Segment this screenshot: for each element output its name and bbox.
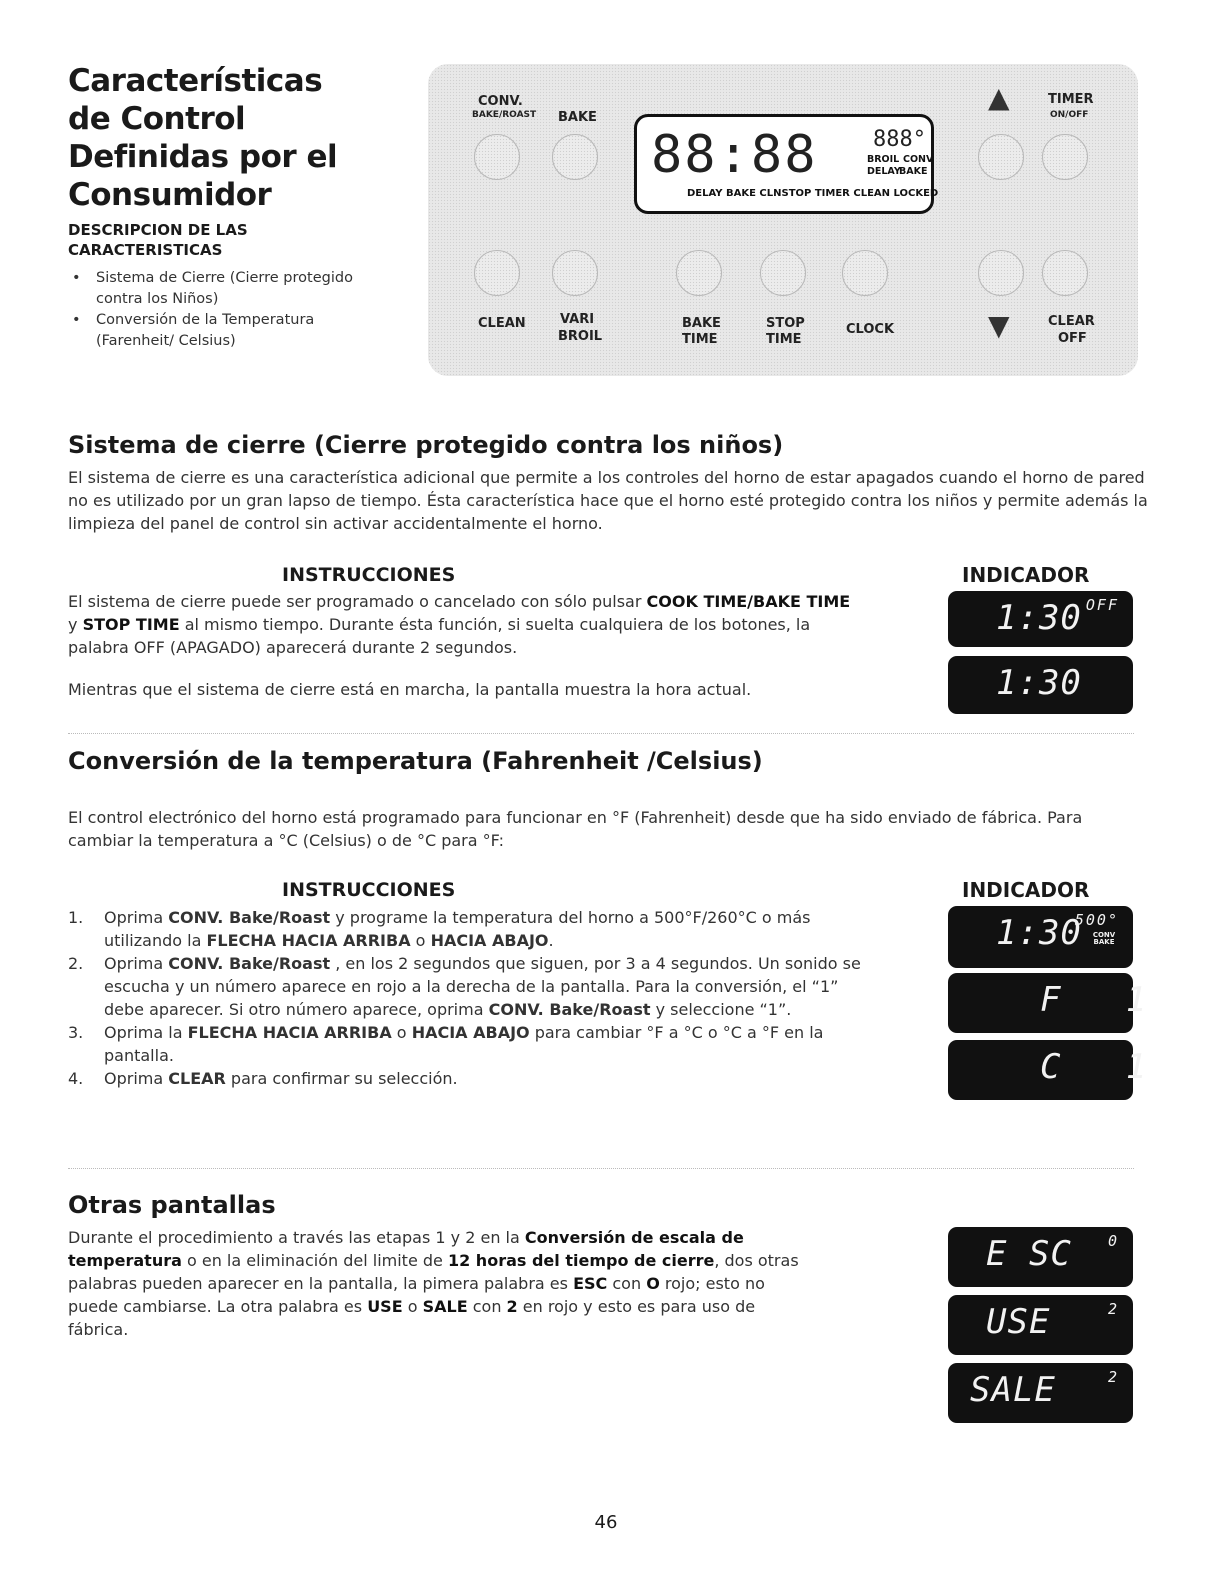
bake-time-button — [676, 250, 722, 296]
list-item: • Conversión de la Temperatura (Farenheit/ Celsius) — [68, 310, 368, 352]
lock-indicator-heading: INDICADOR — [962, 563, 1090, 587]
lcd-temp-digits: 888° — [873, 127, 926, 152]
temp-steps — [68, 906, 868, 1090]
panel-label-off: OFF — [1058, 331, 1087, 346]
panel-label-on-off: ON/OFF — [1050, 110, 1089, 120]
text-run: en rojo y esto es para uso de fábrica. — [68, 1297, 756, 1339]
panel-label-stop-time-2: TIME — [766, 332, 802, 347]
panel-label-clock: CLOCK — [846, 322, 895, 337]
panel-label-bake-time-2: TIME — [682, 332, 718, 347]
lock-instructions-heading: INSTRUCCIONES — [282, 564, 456, 586]
display-main: 1:30 — [996, 598, 1082, 638]
divider — [68, 733, 1134, 734]
text-run: o — [402, 1297, 423, 1316]
clean-button — [474, 250, 520, 296]
display-main: F 1 — [1040, 980, 1148, 1020]
display-main: SALE — [970, 1370, 1056, 1410]
section-heading-temp: Conversión de la temperatura (Fahrenheit /Celsius) — [68, 747, 763, 775]
text-run: y — [68, 615, 83, 634]
text-run: o — [410, 931, 431, 950]
text-run-bold: CONV. Bake/Roast — [488, 1000, 651, 1019]
lock-instructions-p2: Mientras que el sistema de cierre está en marcha, la pantalla muestra la hora actual. — [68, 680, 752, 699]
text-run: con — [467, 1297, 507, 1316]
panel-label-stop-time-1: STOP — [766, 316, 805, 331]
oven-display-sale — [948, 1363, 1133, 1423]
text-run-bold: CONV. Bake/Roast — [168, 954, 331, 973]
text-run-bold: CLEAR — [168, 1069, 226, 1088]
text-run: Durante el procedimiento a través las etapas 1 y 2 en la — [68, 1228, 525, 1247]
text-run: Oprima — [104, 954, 169, 973]
display-sup: 500° — [1074, 911, 1119, 929]
panel-label-vari: VARI — [560, 312, 595, 327]
lock-intro: El sistema de cierre es una característica adicional que permite a los controles del horno de estar apagados cuando el horno de pared no es utilizado por un gran lapso de tiempo. Ésta característica hace que el horno esté protegido contra los niños y permite además la limpieza del panel de control sin activar accidentalmente el horno. — [68, 468, 1148, 533]
section-heading-other: Otras pantallas — [68, 1191, 276, 1219]
oven-display-lock-time — [948, 656, 1133, 714]
oven-display-temp-c — [948, 1040, 1148, 1100]
features-subheading: DESCRIPCION DE LAS CARACTERISTICAS — [68, 221, 248, 259]
panel-lcd — [634, 114, 939, 214]
display-sub: CONV BAKE — [1092, 931, 1116, 946]
page-number: 46 — [594, 1512, 618, 1533]
text-run-bold: HACIA ABAJO — [411, 1023, 530, 1042]
lcd-delay: DELAY — [867, 166, 901, 177]
features-list — [68, 268, 368, 352]
text-run-bold: SALE — [422, 1297, 468, 1316]
temp-intro: El control electrónico del horno está programado para funcionar en °F (Fahrenheit) desde que ha sido enviado de fábrica. Para cambiar la temperatura a °C (Celsius) o de °C para °F: — [68, 808, 1083, 850]
text-run: Oprima — [104, 908, 169, 927]
panel-label-broil: BROIL — [558, 329, 603, 344]
title-line: Consumidor — [68, 177, 272, 213]
list-item — [68, 1067, 868, 1090]
oven-display-temp-500 — [948, 906, 1133, 968]
text-run-bold: STOP TIME — [82, 615, 180, 634]
text-run: y programe la temperatura del horno a 500°F/260°C o más utilizando la — [104, 908, 811, 950]
display-main: USE — [986, 1302, 1051, 1342]
up-arrow-button — [978, 134, 1024, 180]
panel-label-bake-time-1: BAKE — [682, 316, 721, 331]
divider — [68, 1168, 1134, 1169]
list-item — [68, 1021, 868, 1067]
display-main: E SC — [986, 1234, 1072, 1274]
title-line: de Control — [68, 101, 246, 137]
timer-on-off-button — [1042, 134, 1088, 180]
lcd-clock-digits: 88:88 — [651, 125, 818, 185]
text-run-bold: ESC — [573, 1274, 608, 1293]
oven-display-use — [948, 1295, 1133, 1355]
panel-label-clean: CLEAN — [478, 316, 526, 331]
panel-label-bake: BAKE — [558, 110, 597, 125]
lcd-status-row: DELAY BAKE CLNSTOP TIMER CLEAN LOCKED — [687, 188, 939, 199]
text-run: y seleccione “1”. — [650, 1000, 792, 1019]
display-main: 1:30 — [996, 913, 1082, 953]
title-line: Características — [68, 63, 323, 99]
other-paragraph — [68, 1226, 808, 1341]
lock-instructions-p1 — [68, 590, 858, 659]
lcd-broil: BROIL — [867, 154, 900, 165]
text-run: al mismo tiempo. Durante ésta función, si suelta cualquiera de los botones, la palabra OFF (APAGADO) aparecerá durante 2 segundos. — [68, 615, 811, 657]
lcd-bake: BAKE — [899, 166, 928, 177]
text-run-bold: HACIA ABAJO — [430, 931, 549, 950]
temp-instructions-heading: INSTRUCCIONES — [282, 879, 456, 901]
display-sup: 2 — [1107, 1368, 1119, 1386]
step-number: 2. — [68, 954, 84, 973]
vari-broil-button — [552, 250, 598, 296]
list-item — [68, 906, 868, 952]
oven-display-temp-f — [948, 973, 1148, 1033]
conv-bake-roast-button — [474, 134, 520, 180]
control-panel-illustration — [428, 64, 1138, 376]
clock-button — [842, 250, 888, 296]
text-run: , dos otras palabras pueden aparecer en la pantalla, la pimera palabra es — [68, 1251, 799, 1293]
text-run: para confirmar su selección. — [225, 1069, 458, 1088]
section-heading-lock: Sistema de cierre (Cierre protegido contra los niños) — [68, 431, 784, 459]
display-main: 1:30 — [996, 663, 1082, 703]
display-sup: 0 — [1107, 1232, 1119, 1250]
up-arrow-icon: ▲ — [988, 81, 1010, 114]
step-number: 1. — [68, 908, 84, 927]
display-sup: 2 — [1107, 1300, 1119, 1318]
text-run: El sistema de cierre puede ser programado o cancelado con sólo pulsar — [68, 592, 647, 611]
down-arrow-icon: ▼ — [988, 309, 1010, 342]
text-run-bold: CONV. Bake/Roast — [168, 908, 331, 927]
display-main: C 1 — [1040, 1047, 1148, 1087]
text-run-bold: 12 horas del tiempo de cierre — [447, 1251, 715, 1270]
lcd-conv: CONV — [903, 154, 934, 165]
panel-label-timer: TIMER — [1048, 92, 1094, 107]
bake-button — [552, 134, 598, 180]
text-run-bold: 2 — [506, 1297, 518, 1316]
panel-label-conv: CONV. — [478, 94, 523, 109]
title-line: Definidas por el — [68, 139, 338, 175]
down-arrow-button — [978, 250, 1024, 296]
text-run: para cambiar °F a °C o °C a °F en la pantalla. — [104, 1023, 824, 1065]
list-item: • Sistema de Cierre (Cierre protegido contra los Niños) — [68, 268, 368, 310]
text-run-bold: USE — [367, 1297, 403, 1316]
text-run: . — [548, 931, 554, 950]
text-run-bold: Conversión de escala de temperatura — [68, 1228, 744, 1270]
clear-off-button — [1042, 250, 1088, 296]
display-sup: OFF — [1085, 596, 1119, 614]
text-run: o — [391, 1023, 412, 1042]
oven-display-lock-off — [948, 591, 1133, 647]
text-run-bold: FLECHA HACIA ARRIBA — [206, 931, 411, 950]
text-run: con — [607, 1274, 647, 1293]
temp-indicator-heading: INDICADOR — [962, 878, 1090, 902]
text-run-bold: O — [646, 1274, 660, 1293]
text-run-bold: FLECHA HACIA ARRIBA — [187, 1023, 392, 1042]
text-run: o en la eliminación del limite de — [181, 1251, 448, 1270]
text-run: , en los 2 segundos que siguen, por 3 a 4 segundos. Un sonido se escucha y un número aparece en rojo a la derecha de la pantalla. Para la conversión, el “1” debe aparecer. Si otro número aparece, oprima — [104, 954, 861, 1019]
panel-label-clear: CLEAR — [1048, 314, 1095, 329]
text-run: Oprima — [104, 1069, 169, 1088]
text-run: Oprima la — [104, 1023, 188, 1042]
oven-display-esc — [948, 1227, 1133, 1287]
step-number: 4. — [68, 1069, 84, 1088]
text-run-bold: COOK TIME/BAKE TIME — [646, 592, 851, 611]
panel-label-bake-roast: BAKE/ROAST — [472, 110, 537, 120]
page-title — [68, 62, 398, 214]
stop-time-button — [760, 250, 806, 296]
list-item — [68, 952, 868, 1021]
text-run: rojo; esto no puede cambiarse. La otra palabra es — [68, 1274, 765, 1316]
step-number: 3. — [68, 1023, 84, 1042]
